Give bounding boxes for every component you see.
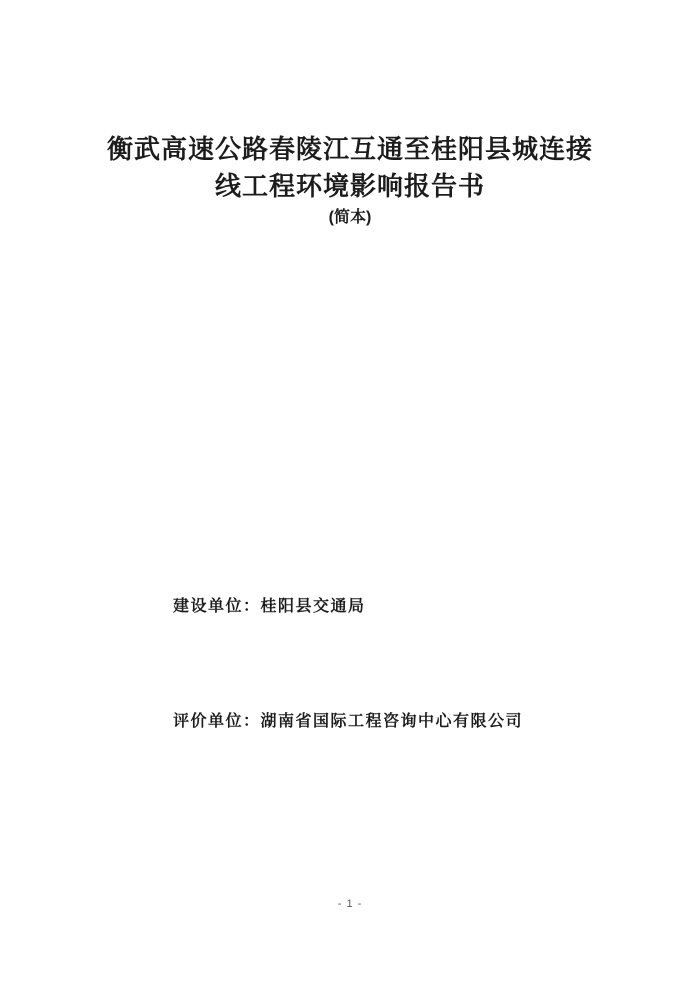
builder-unit-label: 建设单位： xyxy=(173,598,261,615)
evaluator-unit-label: 评价单位： xyxy=(173,713,261,730)
evaluator-unit-value: 湖南省国际工程咨询中心有限公司 xyxy=(260,713,524,730)
report-title-line-2: 线工程环境影响报告书 xyxy=(214,171,485,201)
report-subtitle: (简本) xyxy=(328,209,372,226)
report-title-line-1: 衡武高速公路春陵江互通至桂阳县城连接 xyxy=(106,134,593,164)
report-title xyxy=(0,131,700,205)
evaluator-unit-line xyxy=(173,710,523,734)
builder-unit-line xyxy=(173,595,366,619)
builder-unit-value: 桂阳县交通局 xyxy=(260,598,366,615)
page-number: - 1 - xyxy=(337,898,363,910)
